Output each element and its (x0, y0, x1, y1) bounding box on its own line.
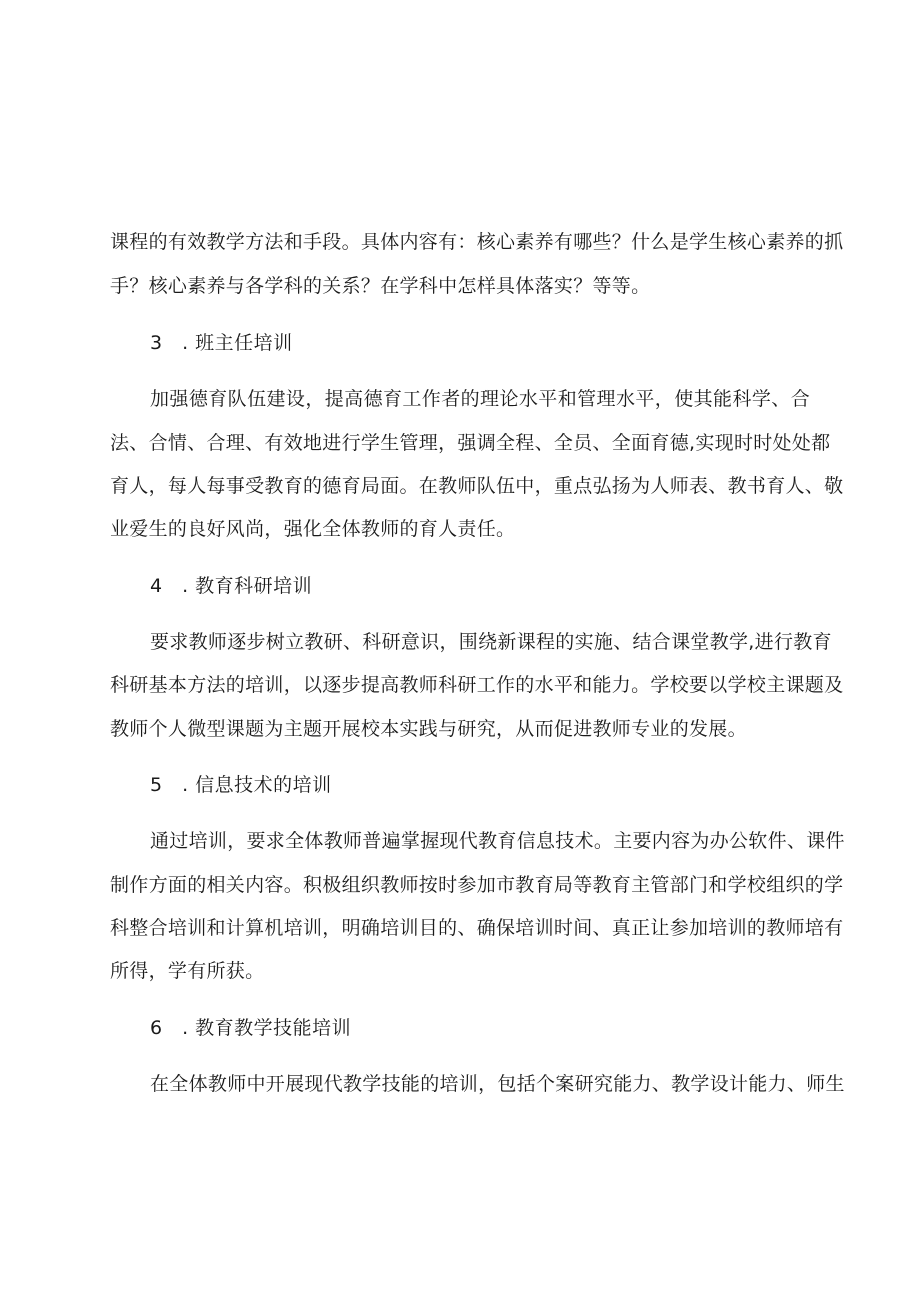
paragraph-line: 手？核心素养与各学科的关系？在学科中怎样具体落实？等等。 (110, 275, 651, 297)
section-heading-5: 5 . 信息技术的培训 (150, 774, 332, 796)
paragraph-line: 加强德育队伍建设，提高德育工作者的理论水平和管理水平，使其能科学、合 (150, 388, 810, 410)
paragraph-line: 课程的有效教学方法和手段。具体内容有：核心素养有哪些？什么是学生核心素养的抓 (110, 231, 844, 253)
paragraph-line: 法、合情、合理、有效地进行学生管理，强调全程、全员、全面育德,实现时时处处都 (110, 432, 831, 454)
paragraph-line: 要求教师逐步树立教研、科研意识，围绕新课程的实施、结合课堂教学,进行教育 (150, 631, 832, 653)
paragraph-line: 科研基本方法的培训，以逐步提高教师科研工作的水平和能力。学校要以学校主课题及 (110, 674, 844, 696)
paragraph-line: 制作方面的相关内容。积极组织教师按时参加市教育局等教育主管部门和学校组织的学 (110, 874, 844, 896)
section-heading-3: 3 . 班主任培训 (150, 332, 293, 354)
paragraph-line: 通过培训，要求全体教师普遍掌握现代教育信息技术。主要内容为办公软件、课件 (150, 830, 845, 852)
paragraph-line: 教师个人微型课题为主题开展校本实践与研究，从而促进教师专业的发展。 (110, 718, 747, 740)
section-heading-6: 6 . 教育教学技能培训 (150, 1017, 352, 1039)
paragraph-line: 所得，学有所获。 (110, 960, 265, 982)
paragraph-line: 在全体教师中开展现代教学技能的培训，包括个案研究能力、教学设计能力、师生 (150, 1073, 845, 1095)
paragraph-line: 业爱生的良好风尚，强化全体教师的育人责任。 (110, 518, 516, 540)
section-heading-4: 4 . 教育科研培训 (150, 575, 313, 597)
paragraph-line: 育人，每人每事受教育的德育局面。在教师队伍中，重点弘扬为人师表、教书育人、敬 (110, 475, 844, 497)
paragraph-line: 科整合培训和计算机培训，明确培训目的、确保培训时间、真正让参加培训的教师培有 (110, 917, 844, 939)
